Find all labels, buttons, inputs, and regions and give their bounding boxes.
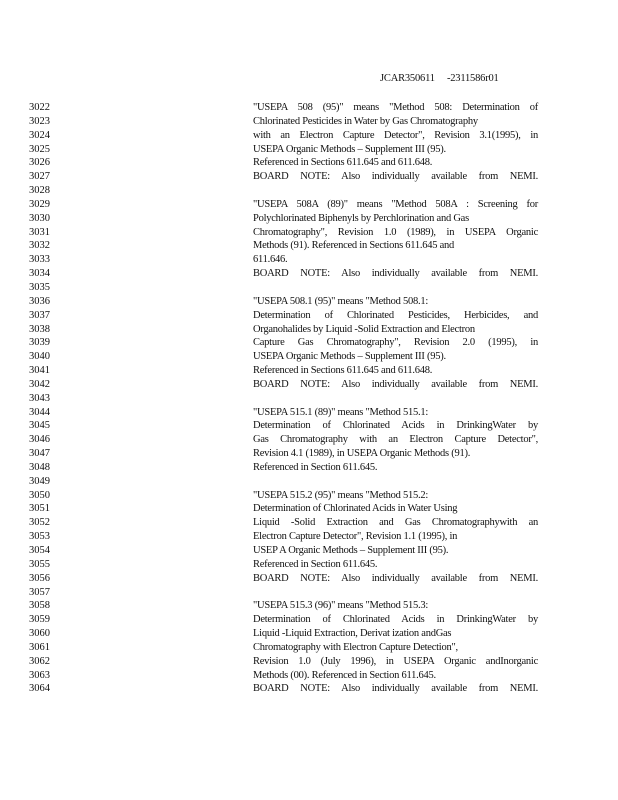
text-line <box>0 516 618 530</box>
text-line <box>0 295 618 309</box>
text-line <box>0 129 618 143</box>
line-number: 3064 <box>29 683 50 695</box>
line-number: 3061 <box>29 641 50 653</box>
line-number: 3025 <box>29 143 50 155</box>
line-number: 3023 <box>29 115 50 127</box>
line-text: Chlorinated Pesticides in Water by Gas Chromatography <box>253 115 478 127</box>
text-line <box>0 336 618 350</box>
text-line <box>0 143 618 157</box>
line-text: Polychlorinated Biphenyls by Perchlorination and Gas <box>253 212 469 224</box>
text-line <box>0 281 618 295</box>
header-revision: -2311586r01 <box>446 73 499 84</box>
text-line <box>0 226 618 240</box>
document-body <box>0 101 618 696</box>
line-text: Referenced in Sections 611.645 and 611.648. <box>253 365 433 377</box>
line-text: "USEPA 515.1 (89)" means "Method 515.1: <box>253 406 429 418</box>
text-line <box>0 156 618 170</box>
text-line <box>0 682 618 696</box>
text-line <box>0 323 618 337</box>
line-text: Referenced in Sections 611.645 and 611.648. <box>253 157 433 169</box>
text-line <box>0 599 618 613</box>
line-number: 3050 <box>29 489 50 501</box>
text-line <box>0 212 618 226</box>
text-line <box>0 447 618 461</box>
line-number: 3024 <box>29 129 50 141</box>
line-number: 3058 <box>29 600 50 612</box>
line-text: USEP A Organic Methods – Supplement III (95). <box>253 545 449 556</box>
text-line <box>0 239 618 253</box>
text-line <box>0 669 618 683</box>
text-line <box>0 419 618 433</box>
text-line <box>0 364 618 378</box>
line-number: 3022 <box>29 102 50 113</box>
line-number: 3044 <box>29 406 50 418</box>
line-number: 3035 <box>29 281 50 293</box>
line-number: 3040 <box>29 351 50 363</box>
text-line <box>0 475 618 489</box>
line-text: BOARD NOTE: Also individually available from NEMI. <box>253 268 538 280</box>
text-line <box>0 641 618 655</box>
text-line <box>0 586 618 600</box>
line-number: 3032 <box>29 240 50 252</box>
line-number: 3053 <box>29 531 50 543</box>
text-line <box>0 170 618 184</box>
text-line <box>0 406 618 420</box>
document-header <box>380 73 499 84</box>
text-line <box>0 544 618 558</box>
line-text: BOARD NOTE: Also individually available from NEMI. <box>253 683 538 695</box>
text-line <box>0 392 618 406</box>
line-number: 3051 <box>29 503 50 515</box>
line-text: "USEPA 515.3 (96)" means "Method 515.3: <box>253 600 429 612</box>
line-text: "USEPA 515.2 (95)" means "Method 515.2: <box>253 489 429 501</box>
line-text: Liquid -Liquid Extraction, Derivat ization andGas <box>253 628 452 640</box>
line-number: 3055 <box>29 558 50 570</box>
text-line <box>0 461 618 475</box>
text-line <box>0 502 618 516</box>
header-doc-id: JCAR350611 <box>380 73 435 84</box>
text-line <box>0 309 618 323</box>
line-text: BOARD NOTE: Also individually available from NEMI. <box>253 572 538 584</box>
line-number: 3042 <box>29 378 50 390</box>
line-number: 3046 <box>29 434 50 446</box>
line-number: 3036 <box>29 295 50 307</box>
line-text: Methods (00). Referenced in Section 611.645. <box>253 669 436 681</box>
line-number: 3034 <box>29 268 50 280</box>
line-number: 3054 <box>29 545 50 556</box>
line-text: USEPA Organic Methods – Supplement III (95). <box>253 351 446 363</box>
line-number: 3043 <box>29 392 50 404</box>
line-number: 3049 <box>29 475 50 487</box>
text-line <box>0 558 618 572</box>
line-text: Determination of Chlorinated Acids in DrinkingWater by <box>253 420 538 432</box>
line-text: Determination of Chlorinated Acids in DrinkingWater by <box>253 614 538 626</box>
line-number: 3033 <box>29 254 50 266</box>
line-text: BOARD NOTE: Also individually available from NEMI. <box>253 171 538 183</box>
text-line <box>0 572 618 586</box>
text-line <box>0 253 618 267</box>
line-number: 3026 <box>29 157 50 169</box>
line-text: Determination of Chlorinated Acids in Water Using <box>253 503 458 515</box>
line-text: Liquid -Solid Extraction and Gas Chromatographywith an <box>253 517 538 529</box>
line-number: 3047 <box>29 448 50 460</box>
line-text: Electron Capture Detector", Revision 1.1 (1995), in <box>253 531 458 543</box>
line-text: Referenced in Section 611.645. <box>253 461 378 473</box>
line-text: Chromatography", Revision 1.0 (1989), in USEPA Organic <box>253 226 538 238</box>
line-text: BOARD NOTE: Also individually available from NEMI. <box>253 378 538 390</box>
line-number: 3031 <box>29 226 50 238</box>
line-text: "USEPA 508 (95)" means "Method 508: Determination of <box>253 102 538 113</box>
text-line <box>0 198 618 212</box>
text-line <box>0 627 618 641</box>
text-line <box>0 655 618 669</box>
line-text: "USEPA 508A (89)" means "Method 508A : Screening for <box>253 198 538 210</box>
text-line <box>0 489 618 503</box>
line-number: 3027 <box>29 171 50 183</box>
line-number: 3029 <box>29 198 50 210</box>
text-line <box>0 115 618 129</box>
line-text: Referenced in Section 611.645. <box>253 558 378 570</box>
text-line <box>0 101 618 115</box>
line-number: 3048 <box>29 461 50 473</box>
line-number: 3030 <box>29 212 50 224</box>
line-text: USEPA Organic Methods – Supplement III (95). <box>253 143 446 155</box>
text-line <box>0 530 618 544</box>
line-text: Capture Gas Chromatography", Revision 2.0 (1995), in <box>253 337 538 349</box>
line-text: with an Electron Capture Detector", Revision 3.1(1995), in <box>253 129 538 141</box>
line-text: Methods (91). Referenced in Sections 611.645 and <box>253 240 455 252</box>
line-text: 611.646. <box>253 254 288 266</box>
line-text: Chromatography with Electron Capture Detection", <box>253 641 458 653</box>
line-text: Determination of Chlorinated Pesticides, Herbicides, and <box>253 309 538 321</box>
line-number: 3039 <box>29 337 50 349</box>
line-number: 3038 <box>29 323 50 335</box>
line-number: 3056 <box>29 572 50 584</box>
text-line <box>0 350 618 364</box>
line-number: 3060 <box>29 628 50 640</box>
text-line <box>0 433 618 447</box>
line-number: 3052 <box>29 517 50 529</box>
line-number: 3063 <box>29 669 50 681</box>
text-line <box>0 184 618 198</box>
line-number: 3028 <box>29 185 50 197</box>
line-number: 3045 <box>29 420 50 432</box>
line-text: Organohalides by Liquid -Solid Extraction and Electron <box>253 323 475 335</box>
text-line <box>0 613 618 627</box>
line-number: 3041 <box>29 365 50 377</box>
line-number: 3037 <box>29 309 50 321</box>
line-text: Revision 4.1 (1989), in USEPA Organic Methods (91). <box>253 448 471 460</box>
line-text: Gas Chromatography with an Electron Capture Detector", <box>253 434 538 446</box>
line-number: 3062 <box>29 655 50 667</box>
line-number: 3057 <box>29 586 50 598</box>
line-text: "USEPA 508.1 (95)" means "Method 508.1: <box>253 295 429 307</box>
line-number: 3059 <box>29 614 50 626</box>
text-line <box>0 267 618 281</box>
text-line <box>0 378 618 392</box>
line-text: Revision 1.0 (July 1996), in USEPA Organic andInorganic <box>253 655 538 667</box>
